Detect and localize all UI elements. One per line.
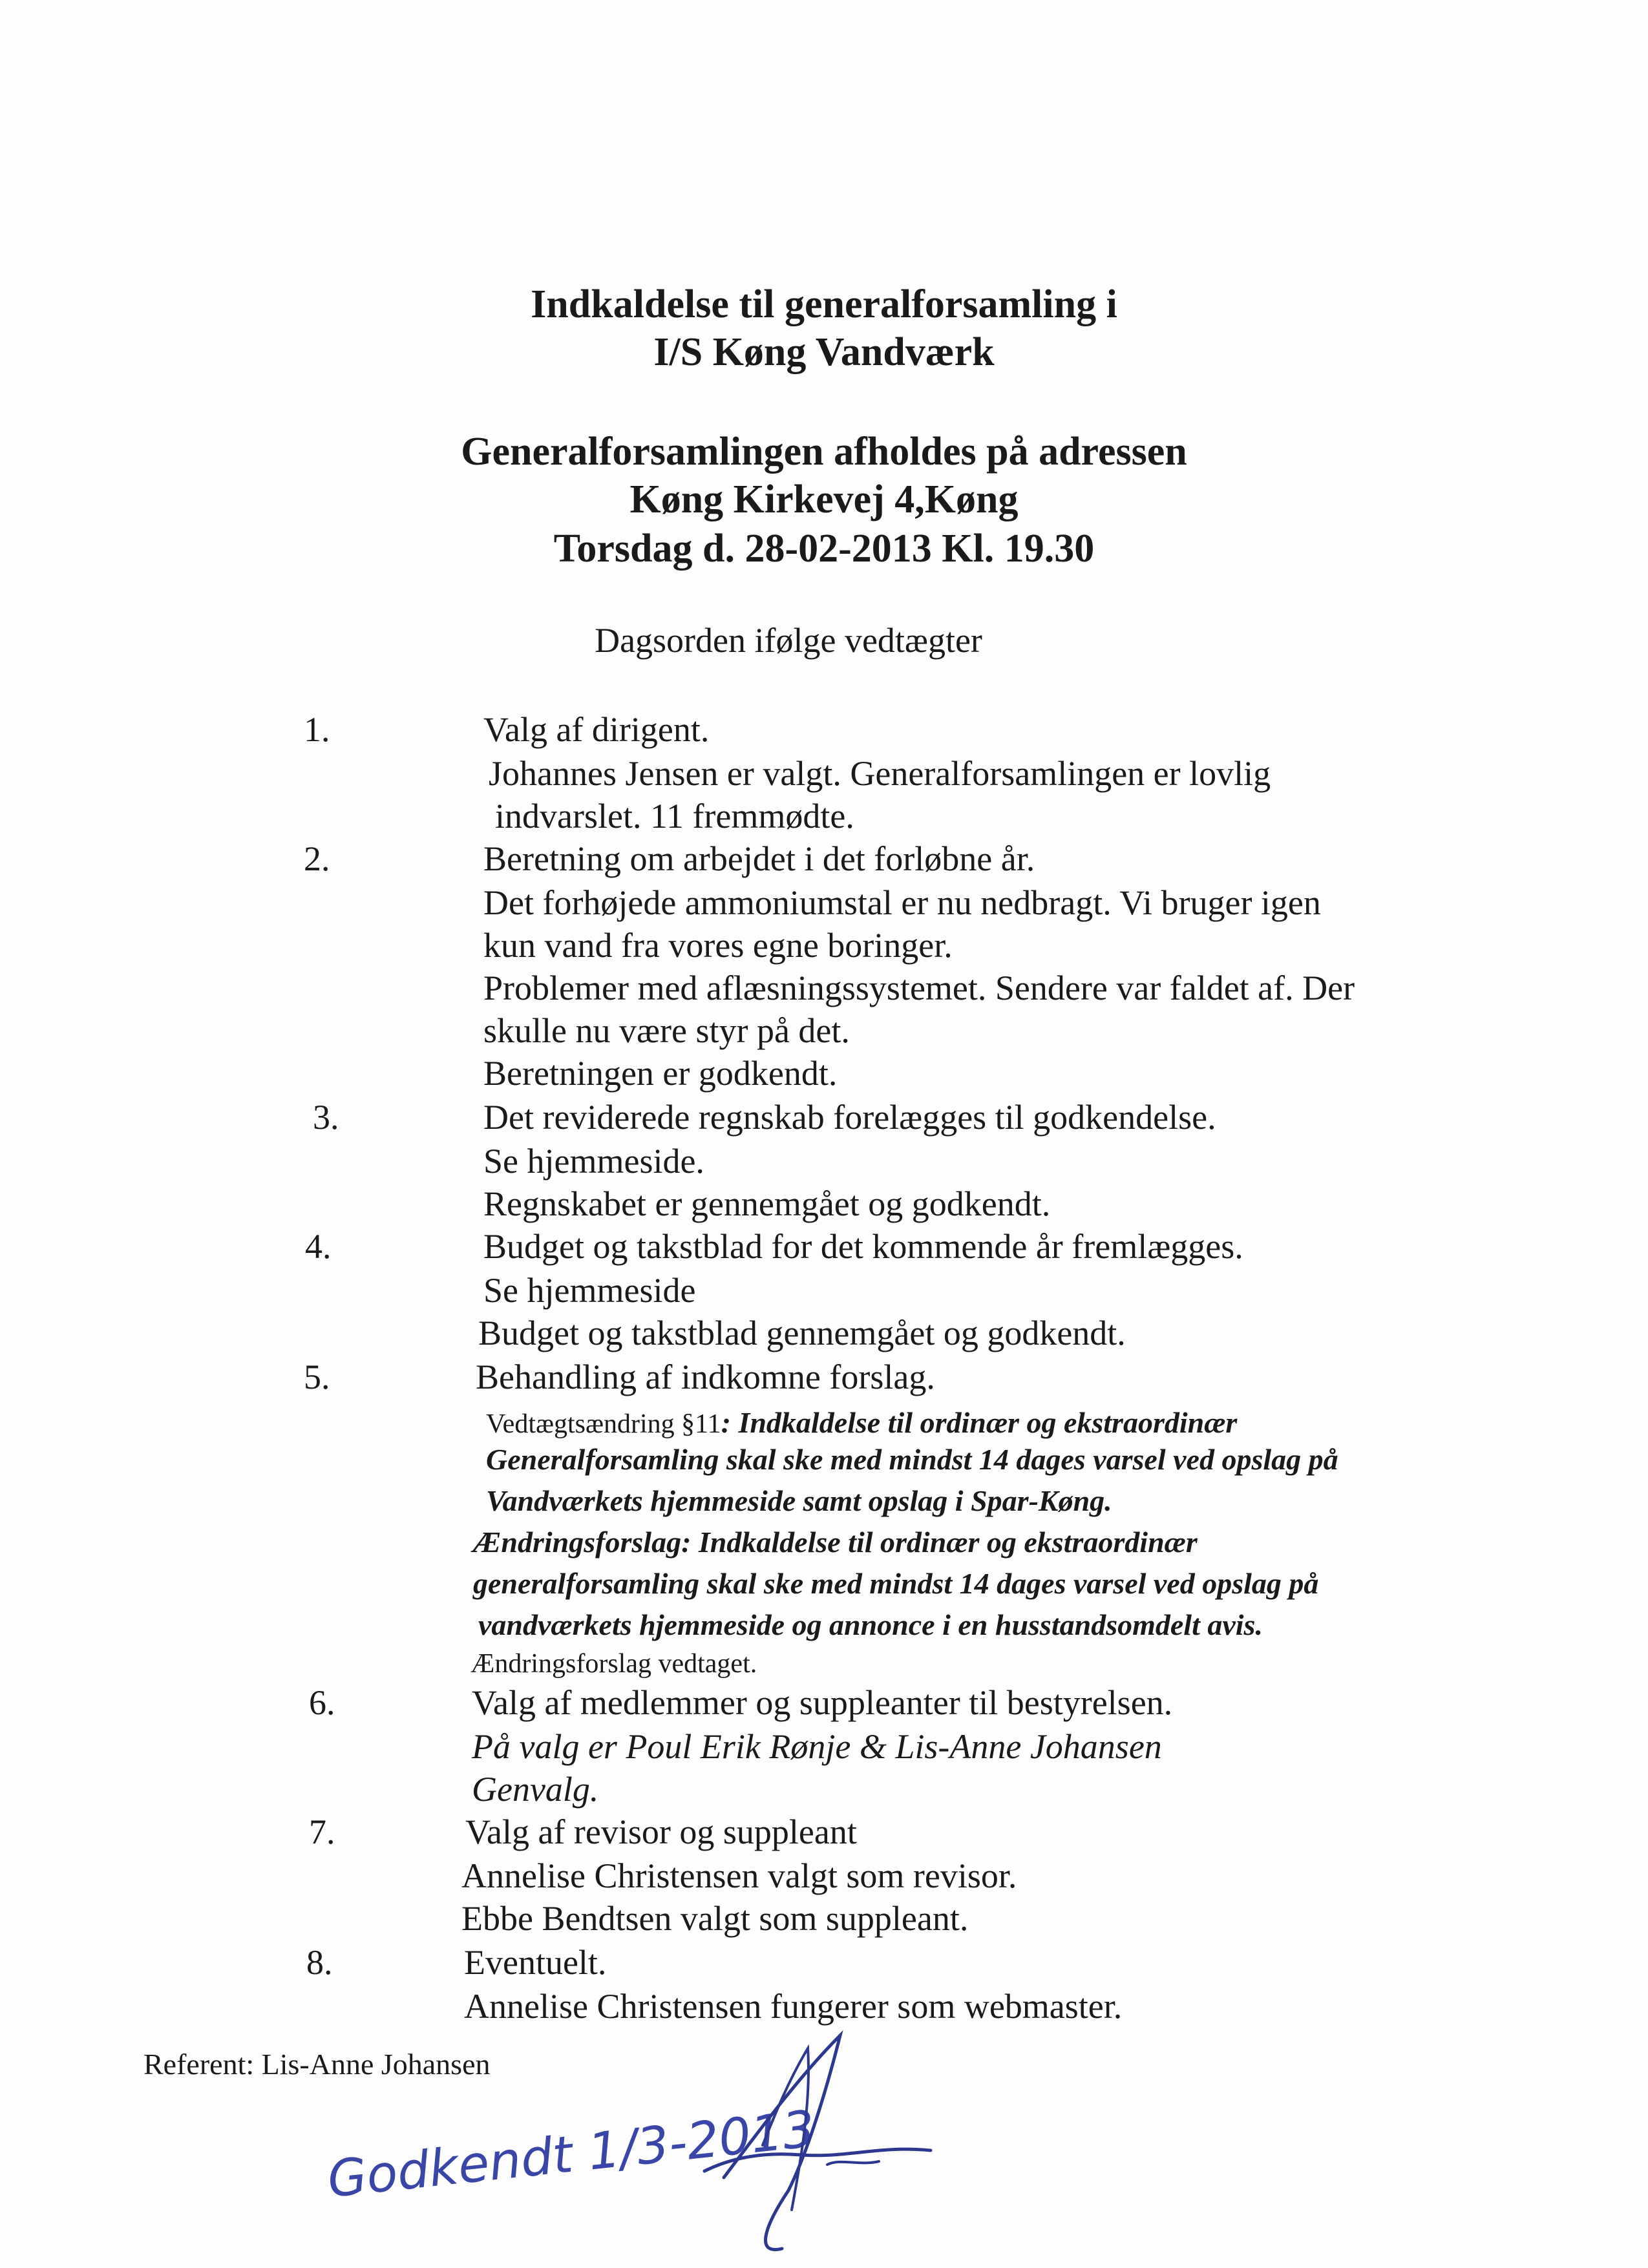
- venue-line2: Køng Kirkevej 4,Køng: [629, 478, 1019, 521]
- referent-label: Referent: Lis-Anne Johansen: [143, 2048, 491, 2081]
- agenda-item-number: 2.: [304, 839, 330, 878]
- agenda-item-line: Beretningen er godkendt.: [483, 1054, 838, 1093]
- agenda-item-number: 6.: [309, 1683, 335, 1722]
- agenda-heading: Dagsorden ifølge vedtægter: [595, 621, 982, 660]
- document-title-line1: Indkaldelse til generalforsamling i: [531, 282, 1117, 326]
- agenda-item-number: 8.: [306, 1943, 333, 1982]
- venue-line3: Torsdag d. 28-02-2013 Kl. 19.30: [553, 527, 1095, 571]
- agenda-item-line: Regnskabet er gennemgået og godkendt.: [483, 1184, 1051, 1223]
- amendment-prefix: Vedtægtsændring §11: [486, 1409, 721, 1439]
- venue-line1: Generalforsamlingen afholdes på adressen: [461, 430, 1187, 474]
- amendment-line: vandværkets hjemmeside og annonce i en husstandsomdelt avis.: [478, 1608, 1263, 1641]
- amendment-line: Generalforsamling skal ske med mindst 14 dages varsel ved opslag på: [486, 1443, 1338, 1476]
- agenda-item-line: Genvalg.: [472, 1770, 599, 1809]
- agenda-item-number: 3.: [313, 1098, 339, 1137]
- agenda-item-line: Budget og takstblad gennemgået og godkendt.: [478, 1314, 1126, 1352]
- amendment-line: generalforsamling skal ske med mindst 14 dages varsel ved opslag på: [473, 1567, 1319, 1600]
- agenda-item-title: Valg af medlemmer og suppleanter til bestyrelsen.: [472, 1683, 1173, 1722]
- agenda-item-line: kun vand fra vores egne boringer.: [483, 926, 953, 965]
- agenda-item-number: 5.: [304, 1358, 330, 1396]
- agenda-item-line: Johannes Jensen er valgt. Generalforsamlingen er lovlig: [489, 754, 1271, 793]
- agenda-item-line: indvarslet. 11 fremmødte.: [495, 797, 854, 835]
- agenda-item-line: På valg er Poul Erik Rønje & Lis-Anne Johansen: [472, 1727, 1162, 1766]
- agenda-item-title: Det reviderede regnskab forelægges til godkendelse.: [483, 1098, 1216, 1137]
- agenda-item-line: Annelise Christensen fungerer som webmaster.: [464, 1987, 1123, 2026]
- agenda-item-line: Se hjemmeside.: [483, 1142, 704, 1181]
- agenda-item-line: skulle nu være styr på det.: [483, 1011, 850, 1050]
- agenda-item-title: Valg af dirigent.: [483, 710, 710, 749]
- document-title-line2: I/S Køng Vandværk: [653, 330, 995, 374]
- amendment-line: Vandværkets hjemmeside samt opslag i Spar-Køng.: [486, 1484, 1112, 1517]
- amendment-line: Ændringsforslag: Indkaldelse til ordinær og ekstraordinær: [473, 1526, 1198, 1559]
- agenda-item-title: Valg af revisor og suppleant: [465, 1812, 857, 1851]
- agenda-item-title: Behandling af indkomne forslag.: [476, 1358, 935, 1396]
- agenda-item-number: 4.: [305, 1227, 332, 1266]
- handwritten-note: Godkendt 1/3-2013: [324, 2100, 818, 2209]
- agenda-item-line: Ebbe Bendtsen valgt som suppleant.: [461, 1899, 969, 1938]
- amendment-line: [486, 1403, 1237, 1438]
- amendment-result: Ændringsforslag vedtaget.: [470, 1649, 757, 1679]
- agenda-item-title: Eventuelt.: [464, 1943, 607, 1982]
- agenda-item-title: Beretning om arbejdet i det forløbne år.: [483, 839, 1035, 878]
- agenda-item-number: 7.: [309, 1812, 335, 1851]
- agenda-item-number: 1.: [304, 710, 330, 749]
- agenda-item-line: Problemer med aflæsningssystemet. Sendere var faldet af. Der: [483, 969, 1355, 1007]
- agenda-item-line: Det forhøjede ammoniumstal er nu nedbragt. Vi bruger igen: [483, 883, 1321, 922]
- signature-stroke-4: [827, 2161, 879, 2165]
- signature: [310, 1997, 1021, 2268]
- agenda-item-line: Se hjemmeside: [483, 1271, 696, 1310]
- agenda-item-line: Annelise Christensen valgt som revisor.: [461, 1856, 1017, 1895]
- agenda-item-title: Budget og takstblad for det kommende år fremlægges.: [483, 1227, 1243, 1266]
- amendment-text: : Indkaldelse til ordinær og ekstraordinær: [721, 1406, 1238, 1439]
